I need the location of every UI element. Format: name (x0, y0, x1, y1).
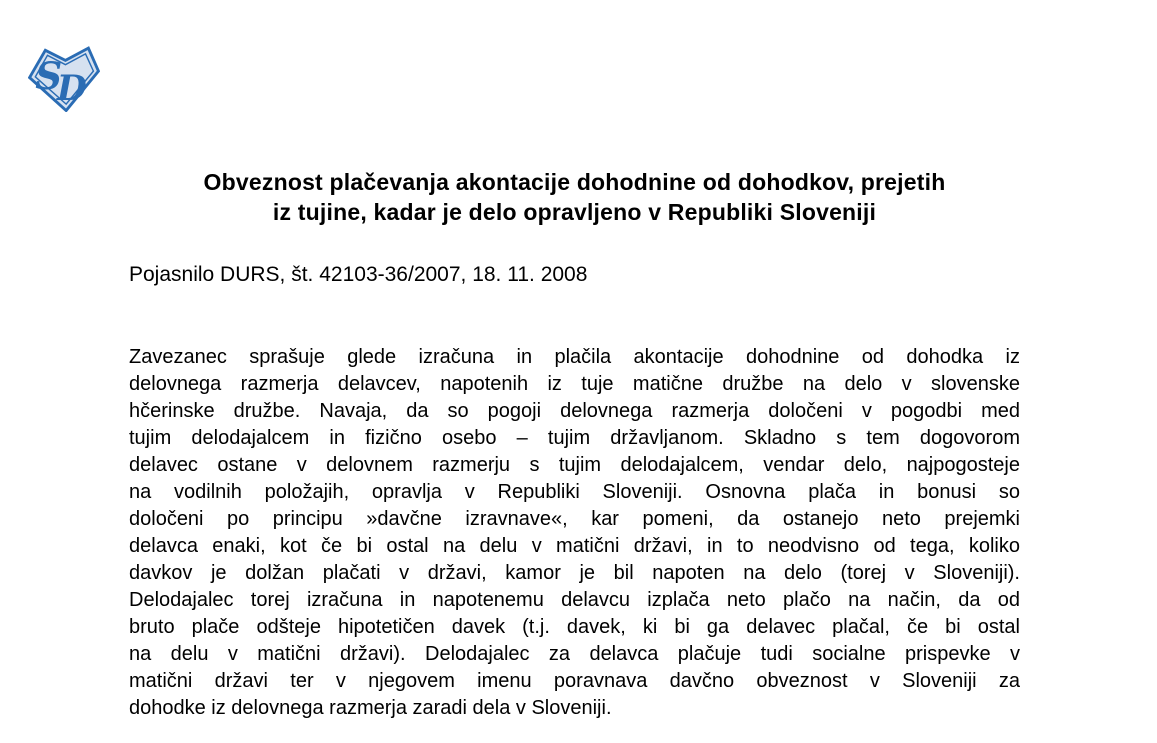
logo-letter-d: D (56, 68, 87, 109)
body-paragraph-line: hčerinske družbe. Navaja, da so pogoji delovnega razmerja določeni v pogodbi med (129, 400, 1020, 422)
body-paragraph-line: določeni po principu »davčne izravnave«, kar pomeni, da ostanejo neto prejemki (129, 508, 1020, 530)
logo-letter-s: S (35, 54, 63, 99)
body-paragraph-line: dohodke iz delovnega razmerja zaradi dela v Sloveniji. (129, 697, 612, 719)
document-title (129, 167, 1020, 227)
document-subtitle: Pojasnilo DURS, št. 42103-36/2007, 18. 11. 2008 (129, 263, 588, 286)
body-paragraph-line: Zavezanec sprašuje glede izračuna in plačila akontacije dohodnine od dohodka iz (129, 346, 1020, 368)
document-title-line: iz tujine, kadar je delo opravljeno v Republiki Sloveniji (272, 199, 877, 225)
body-paragraph-line: delovnega razmerja delavcev, napotenih iz tuje matične družbe na delo v slovenske (129, 373, 1020, 395)
body-paragraph-line: davkov je dolžan plačati v državi, kamor je bil napoten na delo (torej v Sloveniji). (129, 562, 1020, 584)
body-paragraph-line: na vodilnih položajih, opravlja v Republiki Sloveniji. Osnovna plača in bonusi so (129, 481, 1020, 503)
body-paragraph-line: delavec ostane v delovnem razmerju s tujim delodajalcem, vendar delo, najpogosteje (129, 454, 1020, 476)
body-paragraph-line: tujim delodajalcem in fizično osebo – tujim državljanom. Skladno s tem dogovorom (129, 427, 1020, 449)
body-paragraph (129, 344, 1020, 722)
body-paragraph-line: Delodajalec torej izračuna in napotenemu delavcu izplača neto plačo na način, da od (129, 589, 1020, 611)
body-paragraph-line: matični državi ter v njegovem imenu poravnava davčno obveznost v Sloveniji za (129, 670, 1020, 692)
sd-logo-icon (28, 46, 100, 112)
document-title-line: Obveznost plačevanja akontacije dohodnine od dohodkov, prejetih (203, 169, 946, 195)
body-paragraph-line: na delu v matični državi). Delodajalec za delavca plačuje tudi socialne prispevke v (129, 643, 1020, 665)
sd-logo (28, 46, 100, 112)
body-paragraph-line: delavca enaki, kot če bi ostal na delu v matični državi, in to neodvisno od tega, koliko (129, 535, 1020, 557)
body-paragraph-line: bruto plače odšteje hipotetičen davek (t.j. davek, ki bi ga delavec plačal, če bi ostal (129, 616, 1020, 638)
